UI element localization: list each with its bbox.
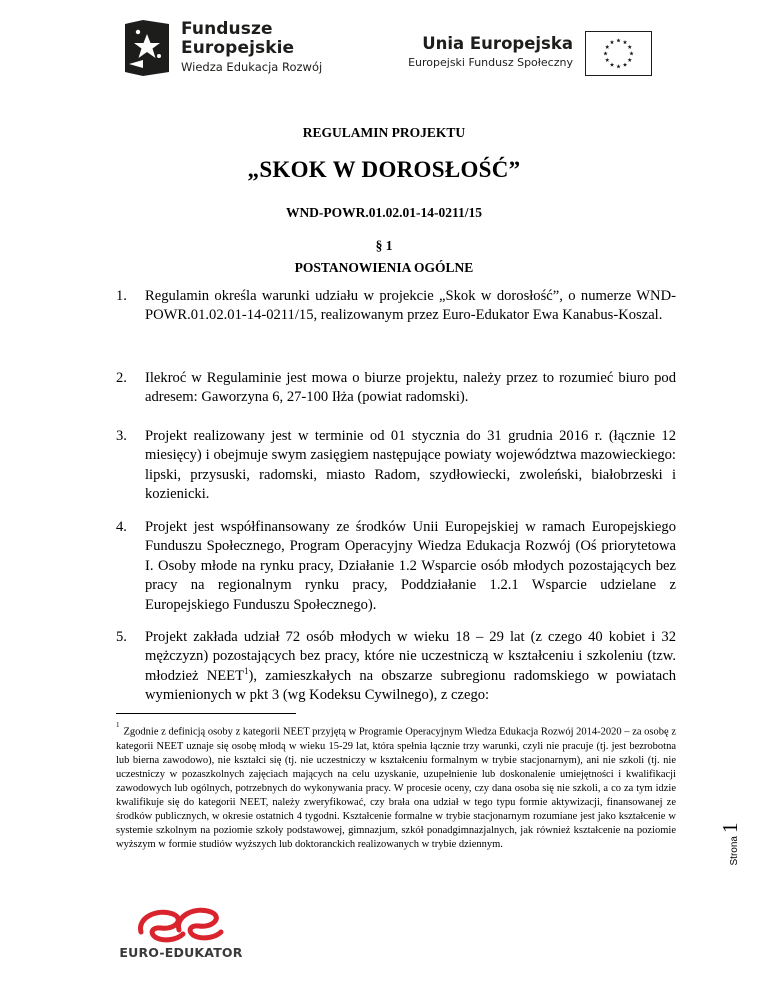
page-number: [718, 816, 742, 872]
list-item-number: 1.: [116, 288, 127, 304]
project-reference-number: WND-POWR.01.02.01-14-0211/15: [285, 205, 483, 220]
footnote-marker: 1: [116, 721, 120, 729]
section-title: POSTANOWIENIA OGÓLNE: [294, 260, 474, 275]
list-item-text: [145, 628, 676, 706]
euro-edukator-logo: [116, 902, 246, 962]
fe-logo-line2: Europejskie: [181, 38, 295, 58]
fe-logo-line1: Fundusze: [181, 19, 273, 39]
list-item-text-part: Projekt zakłada udział 72 osób młodych w wieku 18 – 29 lat (z czego 40 kobiet i 32 mężczyzn) pozostających bez pracy, które nie uczestniczą w kształceniu i szkoleniu (tzw. młodzież NEET: [145, 629, 676, 684]
list-item: [116, 369, 676, 408]
fe-logo-line3: Wiedza Edukacja Rozwój: [181, 60, 323, 74]
ue-logo-line2: Europejski Fundusz Społeczny: [408, 56, 573, 69]
fundusze-europejskie-star-mark: [123, 20, 171, 76]
page-number-label: Strona: [729, 836, 740, 866]
footnote-text: Zgodnie z definicją osoby z kategorii NEET przyjętą w Programie Operacyjnym Wiedza Edukacja Rozwój 2014-2020 – za osobę z kategorii NEET uznaje się osobę młodą w wieku 15-29 lat, która spełnia łącznie trzy warunki, czyli nie pracuje (tj. jest bezrobotna lub bierna zawodowo), nie kształci się (tj. nie uczestniczy w kształceniu formalnym w trybie stacjonarnym), ani nie szkoli (tj. nie uczestniczy w pozaszkolnych zajęciach mających na celu uzyskanie, uzupełnienie lub doskonalenie umiejętności i kwalifikacji zawodowych lub ogólnych, potrzebnych do wykonywania pracy. W procesie oceny, czy dana osoba się nie szkoli, a co za tym idzie kwalifikuje się do kategorii NEET, należy zweryfikować, czy brała ona udział w tego typu formie aktywizacji, finansowanej ze środków publicznych, w okresie ostatnich 4 tygodni. Kształcenie formalne w trybie stacjonarnym rozumiane jest jako kształcenie w systemie szkolnym na poziomie szkoły podstawowej, gimnazjum, szkół ponadgimnazjalnych, jak również kształcenie na poziomie wyższym w formie studiów wyższych lub doktoranckich realizowanych w trybie dziennym.: [116, 726, 676, 851]
list-item: [116, 518, 676, 615]
eu-flag-icon: [585, 31, 652, 76]
footnote-separator: [116, 713, 296, 714]
ue-logo-line1: Unia Europejska: [422, 34, 573, 53]
footnote-reference[interactable]: 1: [244, 665, 249, 676]
euro-edukator-logo-text: EURO-EDUKATOR: [119, 945, 243, 960]
list-item-text: Ilekroć w Regulaminie jest mowa o biurze projektu, należy przez to rozumieć biuro pod adresem: Gaworzyna 6, 27-100 Iłża (powiat radomski).: [145, 370, 676, 406]
list-item-number: 2.: [116, 370, 127, 386]
list-item-number: 4.: [116, 519, 127, 535]
list-item: [116, 628, 676, 706]
list-item-number: 3.: [116, 428, 127, 444]
list-item-text: Projekt jest współfinansowany ze środków Unii Europejskiej w ramach Europejskiego Funduszu Społecznego, Program Operacyjny Wiedza Edukacja Rozwój (Oś priorytetowa I. Osoby młode na rynku pracy, Działanie 1.2 Wsparcie osób młodych pozostających bez pracy na regionalnym rynku pracy, Poddziałanie 1.2.1 Wsparcie udzielane z Europejskiego Funduszu Społecznego).: [145, 519, 676, 613]
list-item-text: Projekt realizowany jest w terminie od 01 stycznia do 31 grudnia 2016 r. (łącznie 12 miesięcy) i obejmuje swym zasięgiem następujące powiaty województwa mazowieckiego: lipski, przysuski, radomski, miasto Radom, szydłowiecki, zwoleński, białobrzeski i kozienicki.: [145, 428, 676, 503]
list-item-text: Regulamin określa warunki udziału w projekcie „Skok w dorosłość”, o numerze WND-POWR.01.02.01-14-0211/15, realizowanym przez Euro-Edukator Ewa Kanabus-Koszal.: [145, 288, 676, 324]
fundusze-europejskie-logo: [123, 20, 322, 76]
document-title: „SKOK W DOROSŁOŚĆ”: [247, 157, 521, 182]
list-item-text-part: ), zamieszkałych na obszarze subregionu radomskiego w powiatach wymienionych w pkt 3 (wg Kodeksu Cywilnego), z czego:: [145, 667, 676, 704]
paragraph-mark: § 1: [375, 238, 393, 253]
unia-europejska-logo-text: [378, 34, 573, 72]
euro-edukator-swirl-icon: [133, 902, 228, 944]
footnote: [116, 721, 676, 852]
page-number-value: 1: [718, 822, 742, 834]
list-item: [116, 287, 676, 326]
document-subtitle: REGULAMIN PROJEKTU: [302, 125, 466, 140]
list-item: [116, 427, 676, 505]
list-item-number: 5.: [116, 629, 127, 645]
